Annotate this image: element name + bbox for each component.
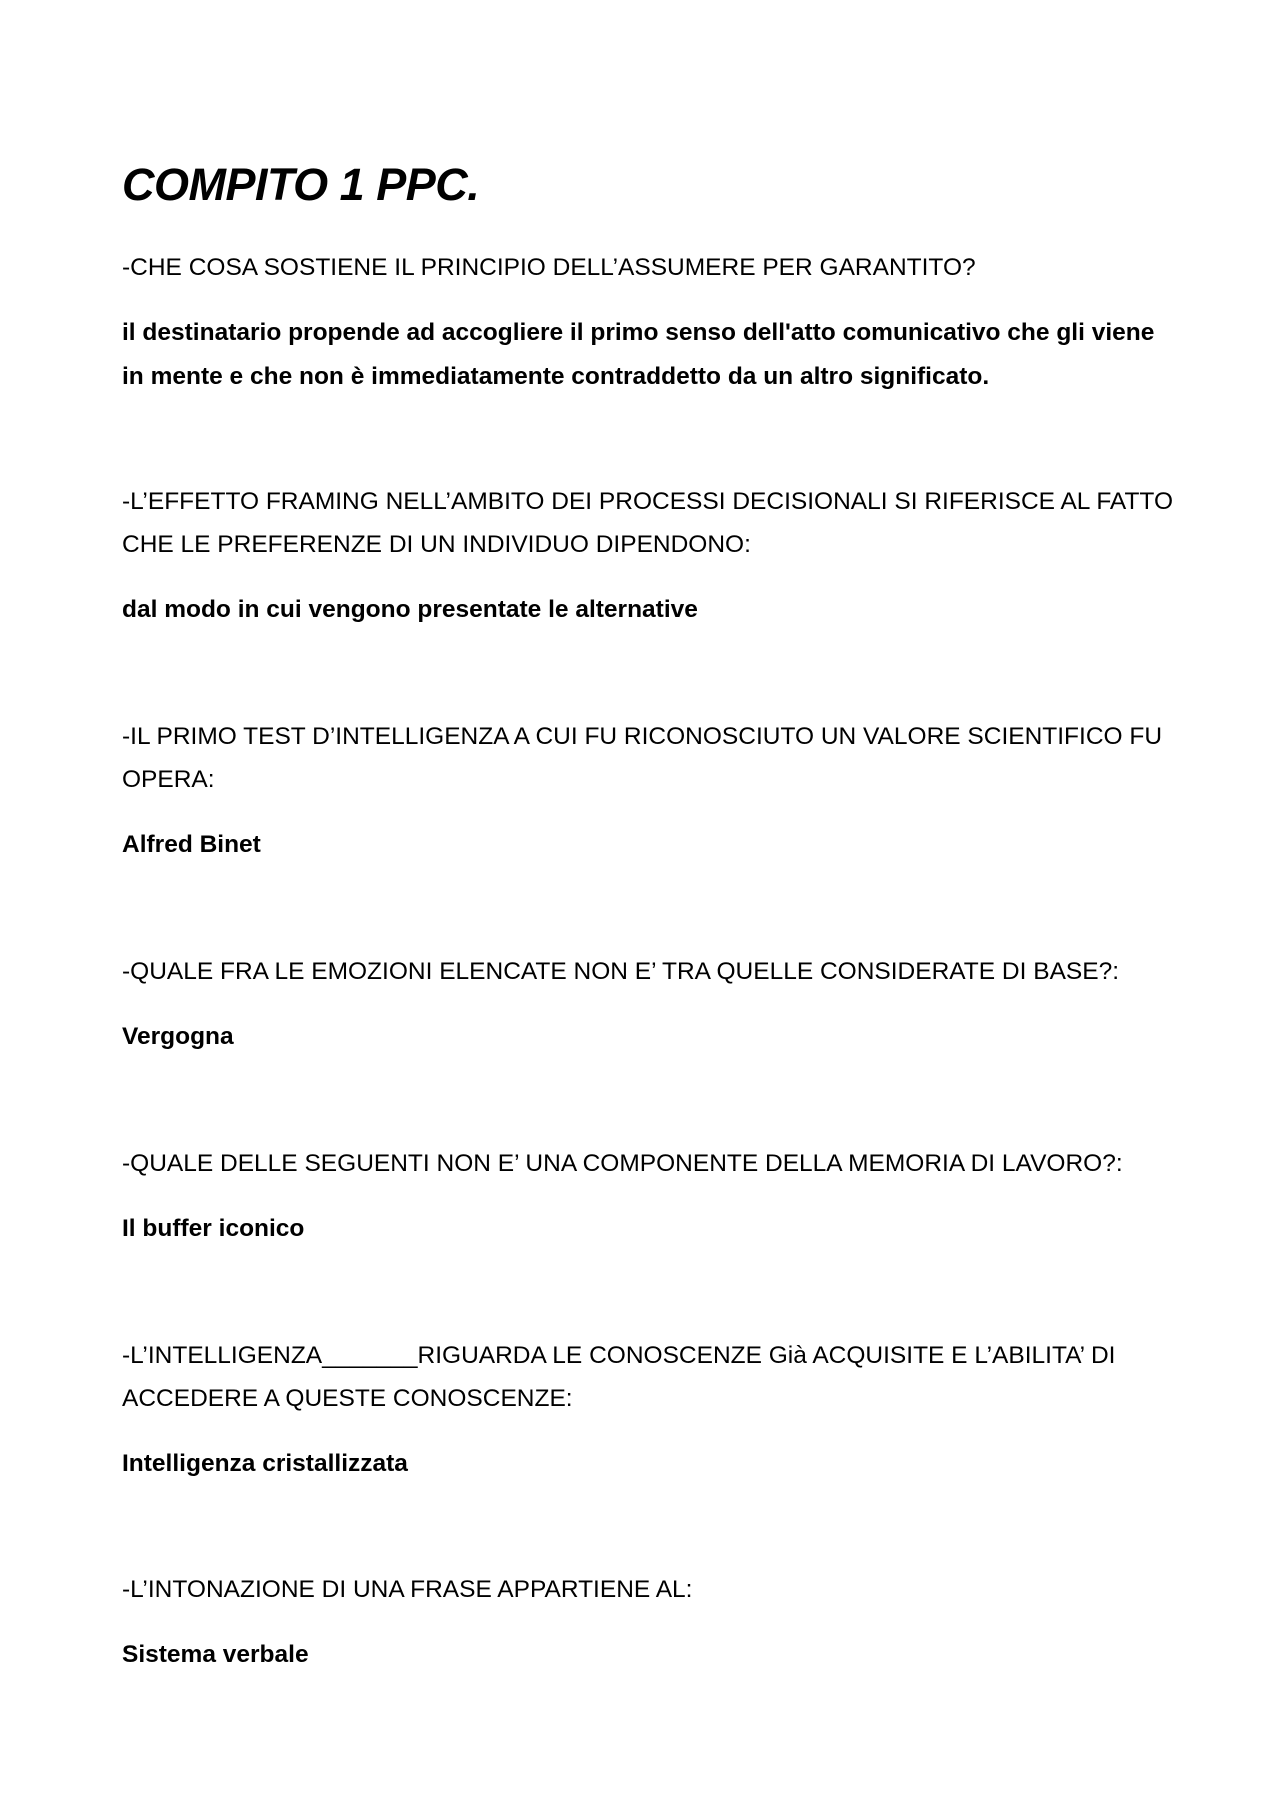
answer-4: Vergogna: [122, 1023, 234, 1050]
question-2: -L’EFFETTO FRAMING NELL’AMBITO DEI PROCESSI DECISIONALI SI RIFERISCE AL FATTO CHE LE PREFERENZE DI UN INDIVIDUO DIPENDONO:: [122, 488, 1173, 558]
answer-2: dal modo in cui vengono presentate le alternative: [122, 596, 698, 623]
answer-3: Alfred Binet: [122, 831, 261, 858]
question-3: -IL PRIMO TEST D’INTELLIGENZA A CUI FU RICONOSCIUTO UN VALORE SCIENTIFICO FU OPERA:: [122, 723, 1163, 793]
qa-item-2: [122, 480, 1182, 632]
question-1: -CHE COSA SOSTIENE IL PRINCIPIO DELL’ASSUMERE PER GARANTITO?: [122, 254, 976, 281]
document-title: COMPITO 1 PPC.: [122, 159, 480, 210]
qa-item-1: [122, 246, 1182, 399]
question-7: -L’INTONAZIONE DI UNA FRASE APPARTIENE AL:: [122, 1576, 693, 1603]
qa-item-6: [122, 1334, 1182, 1486]
question-4: -QUALE FRA LE EMOZIONI ELENCATE NON E’ TRA QUELLE CONSIDERATE DI BASE?:: [122, 958, 1120, 985]
qa-item-7: [122, 1568, 1182, 1677]
question-6: -L’INTELLIGENZA_______RIGUARDA LE CONOSCENZE Già ACQUISITE E L’ABILITA’ DI ACCEDERE A QUESTE CONOSCENZE:: [122, 1342, 1116, 1412]
answer-5: Il buffer iconico: [122, 1215, 305, 1242]
answer-6: Intelligenza cristallizzata: [122, 1450, 408, 1477]
answer-7: Sistema verbale: [122, 1641, 309, 1668]
answer-1: il destinatario propende ad accogliere il primo senso dell'atto comunicativo che gli viene in mente e che non è immediatamente contraddetto da un altro significato.: [122, 319, 1155, 390]
qa-item-5: [122, 1142, 1182, 1251]
qa-item-4: [122, 950, 1182, 1059]
qa-item-3: [122, 715, 1182, 867]
question-5: -QUALE DELLE SEGUENTI NON E’ UNA COMPONENTE DELLA MEMORIA DI LAVORO?:: [122, 1150, 1123, 1177]
